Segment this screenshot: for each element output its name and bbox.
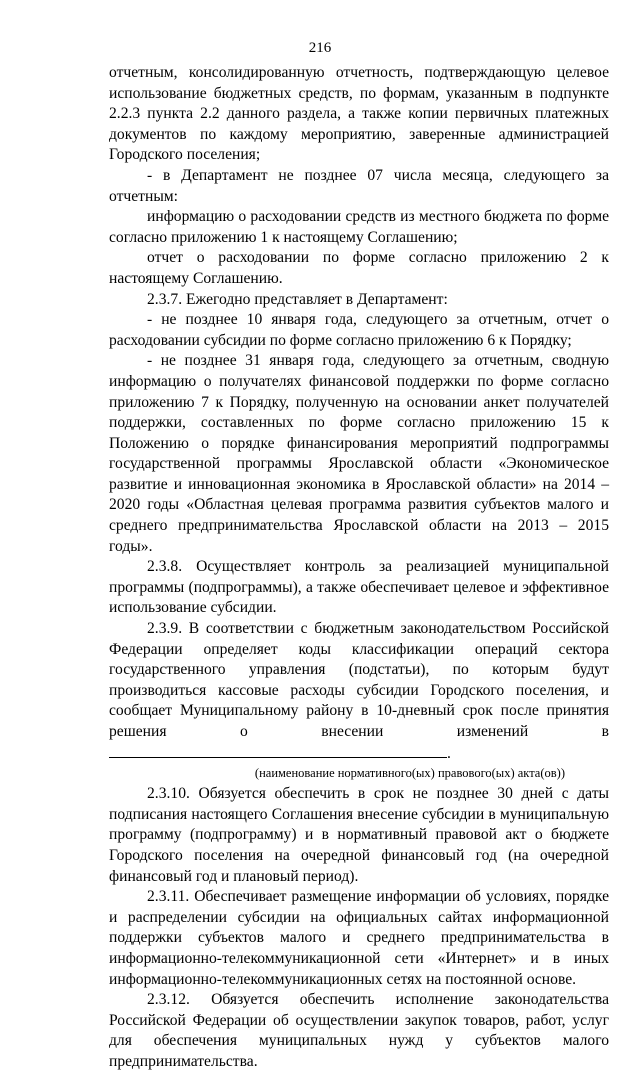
- blank-fill-line: [109, 743, 447, 758]
- clause-paragraph: 2.3.11. Обеспечивает размещение информации об условиях, порядке и распределении субсидии на официальных сайтах информационной поддержки субъектов малого и среднего предпринимательства в информационно-телекоммуникационной сети «Интернет» и в иных информационно-телекоммуникационных сетях на постоянной основе.: [109, 888, 609, 988]
- clause-paragraph: 2.3.8. Осуществляет контроль за реализацией муниципальной программы (подпрограммы), а также обеспечивает целевое и эффективное использование субсидии.: [109, 558, 609, 617]
- paragraph: - не позднее 10 января года, следующего за отчетным, отчет о расходовании субсидии по форме согласно приложению 6 к Порядку;: [109, 311, 609, 349]
- clause-text: 2.3.9. В соответствии с бюджетным законодательством Российской Федерации определяет коды классификации операций сектора государственного управления (подстатьи), по которым будут производиться кассовые расходы субсидии Городского поселения, и сообщает Муниципальному району в 10-дневный срок после принятия решения о внесении изменений в: [109, 620, 609, 740]
- page-number: 216: [308, 40, 332, 56]
- clause-paragraph: 2.3.10. Обязуется обеспечить в срок не позднее 30 дней с даты подписания настоящего Соглашения внесение субсидии в муниципальную программу (подпрограмму) и в нормативный правовой акт о бюджете Городского поселения на очередной финансовый год (на очередной финансовый год и плановый период).: [109, 785, 609, 885]
- fill-line-caption: (наименование нормативного(ых) правового(ых) акта(ов)): [254, 766, 565, 781]
- document-body: [109, 63, 609, 1073]
- paragraph: отчет о расходовании по форме согласно приложению 2 к настоящему Соглашению.: [109, 249, 609, 287]
- clause-end-punct: .: [447, 744, 451, 762]
- paragraph: - не позднее 31 января года, следующего за отчетным, сводную информацию о получателях финансовой поддержки по форме согласно приложению 7 к Порядку, полученную на основании анкет получателей поддержки, составленных по форме согласно приложению 15 к Положению о порядке финансирования мероприятий подпрограммы государственной программы Ярославской области «Экономическое развитие и инновационная экономика в Ярославской области» на 2014 – 2020 годы «Областная целевая программа развития субъектов малого и среднего предпринимательства Ярославской области на 2013 – 2015 годы».: [109, 352, 609, 555]
- clause-heading: 2.3.7. Ежегодно представляет в Департамент:: [147, 290, 448, 308]
- paragraph: отчетным, консолидированную отчетность, подтверждающую целевое использование бюджетных средств, по формам, указанным в подпункте 2.2.3 пункта 2.2 данного раздела, а также копии первичных платежных документов по каждому мероприятию, заверенные администрацией Городского поселения;: [109, 64, 609, 164]
- clause-paragraph: 2.3.12. Обязуется обеспечить исполнение законодательства Российской Федерации об осуществлении закупок товаров, работ, услуг для обеспечения муниципальных нужд у субъектов малого предпринимательства.: [109, 991, 609, 1070]
- paragraph: - в Департамент не позднее 07 числа месяца, следующего за отчетным:: [109, 166, 609, 205]
- paragraph: информацию о расходовании средств из местного бюджета по форме согласно приложению 1 к настоящему Соглашению;: [109, 208, 609, 246]
- clause-paragraph: [109, 619, 609, 764]
